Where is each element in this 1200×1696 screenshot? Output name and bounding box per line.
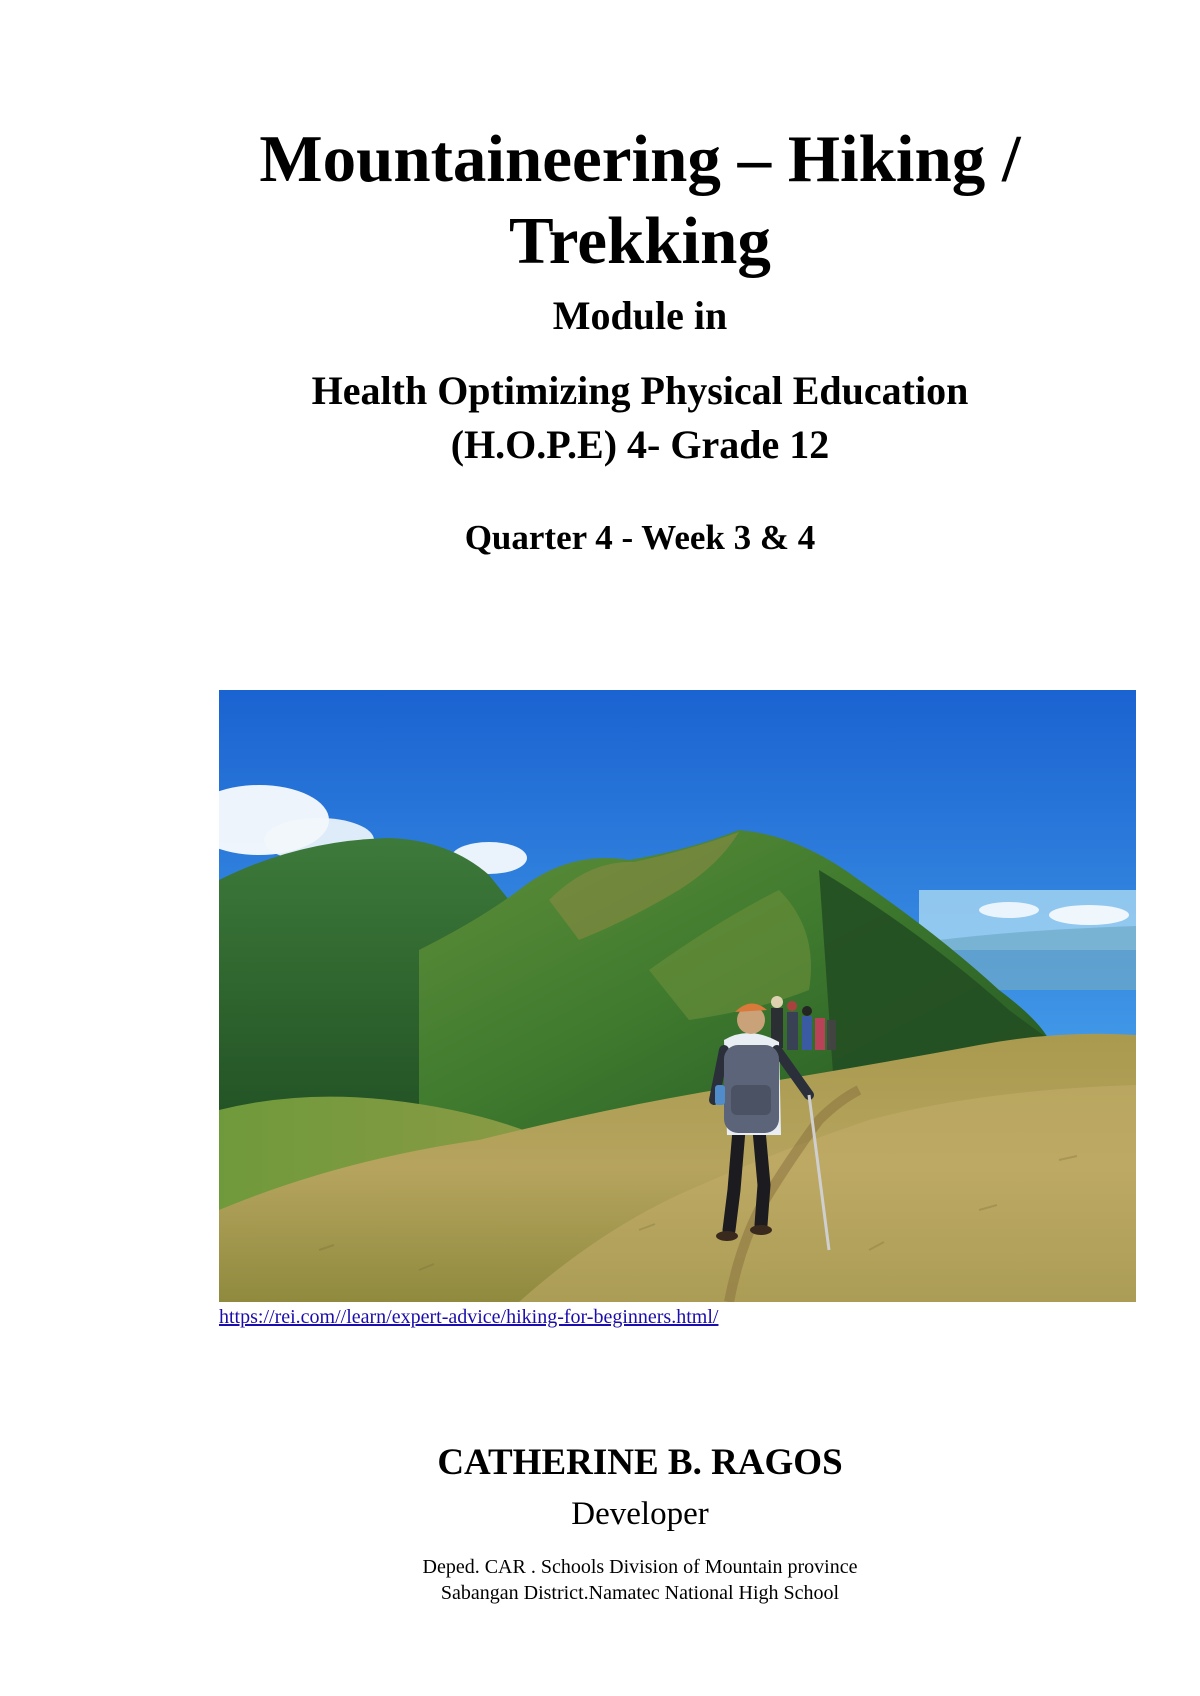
- affiliation-line-2: Sabangan District.Namatec National High School: [440, 1582, 840, 1604]
- affiliation-line-1: Deped. CAR . Schools Division of Mountain province: [422, 1556, 858, 1578]
- image-credit-link[interactable]: https://rei.com//learn/expert-advice/hiking-for-beginners.html/: [219, 1306, 719, 1328]
- title-line-2: Trekking: [509, 204, 771, 278]
- subject-title: [150, 364, 1130, 472]
- subject-line-2: (H.O.P.E) 4- Grade 12: [450, 422, 830, 467]
- author-affiliation: [150, 1554, 1130, 1606]
- quarter-week-label: Quarter 4 - Week 3 & 4: [464, 518, 816, 557]
- hikers-on-mountain-ridge-photo: [219, 690, 1136, 1302]
- author-name: CATHERINE B. RAGOS: [437, 1442, 843, 1483]
- subject-line-1: Health Optimizing Physical Education: [311, 368, 969, 413]
- title-line-1: Mountaineering – Hiking /: [259, 122, 1021, 196]
- module-title: [150, 118, 1130, 282]
- module-in-label: Module in: [552, 293, 728, 338]
- author-role: Developer: [571, 1496, 709, 1532]
